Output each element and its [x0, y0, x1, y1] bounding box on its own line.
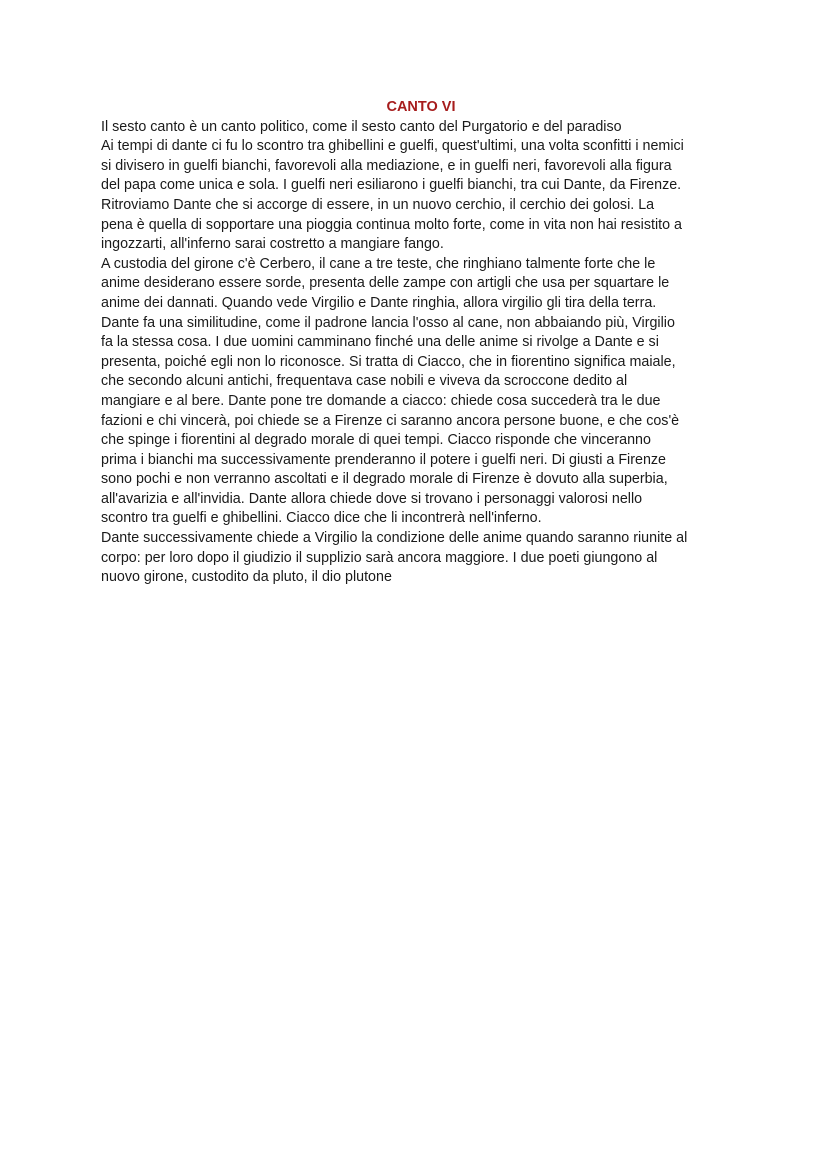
text-line: presenta, poiché egli non lo riconosce. Si tratta di Ciacco, che in fiorentino significa maiale,	[101, 353, 676, 370]
text-line: pena è quella di sopportare una pioggia continua molto forte, come in vita non hai resistito a	[101, 216, 682, 233]
paragraph	[101, 137, 741, 255]
text-line: che secondo alcuni antichi, frequentava case nobili e viveva da scroccone dedito al	[101, 373, 628, 390]
paragraph	[101, 118, 741, 138]
text-line: Il sesto canto è un canto politico, come il sesto canto del Purgatorio e del paradiso	[101, 118, 622, 135]
text-line: scontro tra guelfi e ghibellini. Ciacco dice che li incontrerà nell'inferno.	[101, 510, 542, 527]
text-line: che spinge i fiorentini al degrado morale di quei tempi. Ciacco risponde che vinceranno	[101, 432, 651, 449]
text-line: sono pochi e non verranno ascoltati e il degrado morale di Firenze è dovuto alla superbia,	[101, 471, 668, 488]
text-line: Dante fa una similitudine, come il padrone lancia l'osso al cane, non abbaiando più, Virgilio	[101, 314, 675, 331]
text-line: anime dei dannati. Quando vede Virgilio e Dante ringhia, allora virgilio gli tira della terra.	[101, 294, 657, 311]
text-line: A custodia del girone c'è Cerbero, il cane a tre teste, che ringhiano talmente forte che le	[101, 255, 656, 272]
document-title: CANTO VI	[386, 99, 456, 115]
text-line: mangiare e al bere. Dante pone tre domande a ciacco: chiede cosa succederà tra le due	[101, 392, 661, 409]
text-line: fa la stessa cosa. I due uomini camminano finché una delle anime si rivolge a Dante e si	[101, 334, 659, 351]
text-line: si divisero in guelfi bianchi, favorevoli alla mediazione, e in guelfi neri, favorevoli alla figura	[101, 157, 672, 174]
text-line: fazioni e chi vincerà, poi chiede se a Firenze ci saranno ancora persone buone, e che cos'è	[101, 412, 680, 429]
text-line: prima i bianchi ma successivamente prenderanno il potere i guelfi neri. Di giusti a Firenze	[101, 451, 666, 468]
text-line: del papa come unica e sola. I guelfi neri esiliarono i guelfi bianchi, tra cui Dante, da Firenze.	[101, 177, 682, 194]
paragraph-container	[101, 118, 741, 588]
text-line: nuovo girone, custodito da pluto, il dio plutone	[101, 569, 392, 586]
text-line: Dante successivamente chiede a Virgilio la condizione delle anime quando saranno riunite al	[101, 530, 688, 547]
text-line: ingozzarti, all'inferno sarai costretto a mangiare fango.	[101, 236, 444, 253]
text-line: all'avarizia e all'invidia. Dante allora chiede dove si trovano i personaggi valorosi nello	[101, 490, 643, 507]
paragraph	[101, 529, 741, 588]
text-line: anime desiderano essere sorde, presenta delle zampe con artigli che usa per squartare le	[101, 275, 670, 292]
text-line: corpo: per loro dopo il giudizio il supplizio sarà ancora maggiore. I due poeti giungono al	[101, 549, 658, 566]
document-body	[101, 98, 741, 588]
paragraph	[101, 255, 741, 529]
text-line: Ritroviamo Dante che si accorge di essere, in un nuovo cerchio, il cerchio dei golosi. La	[101, 196, 655, 213]
text-line: Ai tempi di dante ci fu lo scontro tra ghibellini e guelfi, quest'ultimi, una volta sconfitti i nemici	[101, 138, 684, 155]
